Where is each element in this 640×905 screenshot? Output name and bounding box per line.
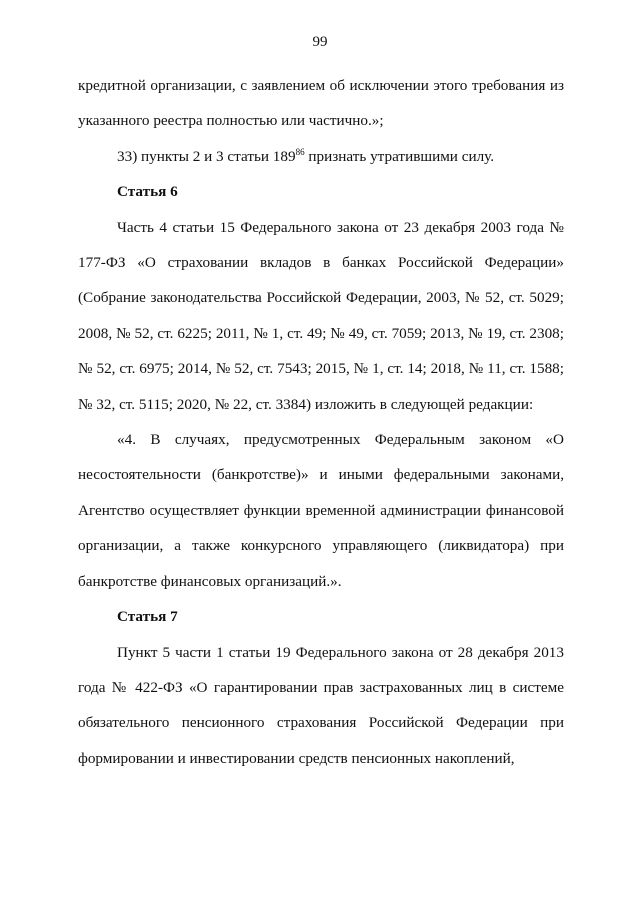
item-33 — [78, 139, 564, 174]
item-33-superscript: 86 — [295, 146, 305, 157]
page-number: 99 — [312, 34, 328, 50]
document-body — [78, 68, 564, 776]
article-6-heading: Статья 6 — [117, 183, 178, 201]
article-7-paragraph-1: Пункт 5 части 1 статьи 19 Федерального закона от 28 декабря 2013 года № 422-ФЗ «О гарантировании прав застрахованных лиц в системе обязательного пенсионного страхования Российской Федерации при формировании и инвестировании средств пенсионных накоплений, — [78, 643, 564, 767]
paragraph-continuation: кредитной организации, с заявлением об исключении этого требования из указанного реестра полностью или частично.»; — [78, 77, 564, 130]
item-33-text: 33) пункты 2 и 3 статьи 189 — [117, 147, 296, 165]
item-33-text-end: признать утратившими силу. — [304, 147, 495, 165]
article-6-paragraph-1: Часть 4 статьи 15 Федерального закона от 23 декабря 2003 года № 177-ФЗ «О страховании вкладов в банках Российской Федерации» (Собрание законодательства Российской Федерации, 2003, № 52, ст. 5029; 2008, № 52, ст. 6225; 2011, № 1, ст. 49; № 49, ст. 7059; 2013, № 19, ст. 2308; № 52, ст. 6975; 2014, № 52, ст. 7543; 2015, № 1, ст. 14; 2018, № 11, ст. 1588; № 32, ст. 5115; 2020, № 22, ст. 3384) изложить в следующей редакции: — [78, 218, 564, 413]
article-6-paragraph-2: «4. В случаях, предусмотренных Федеральным законом «О несостоятельности (банкротстве)» и иными федеральными законами, Агентство осуществляет функции временной администрации финансовой организации, а также конкурсного управляющего (ликвидатора) при банкротстве финансовых организаций.». — [78, 431, 564, 590]
article-7-heading: Статья 7 — [117, 608, 178, 626]
